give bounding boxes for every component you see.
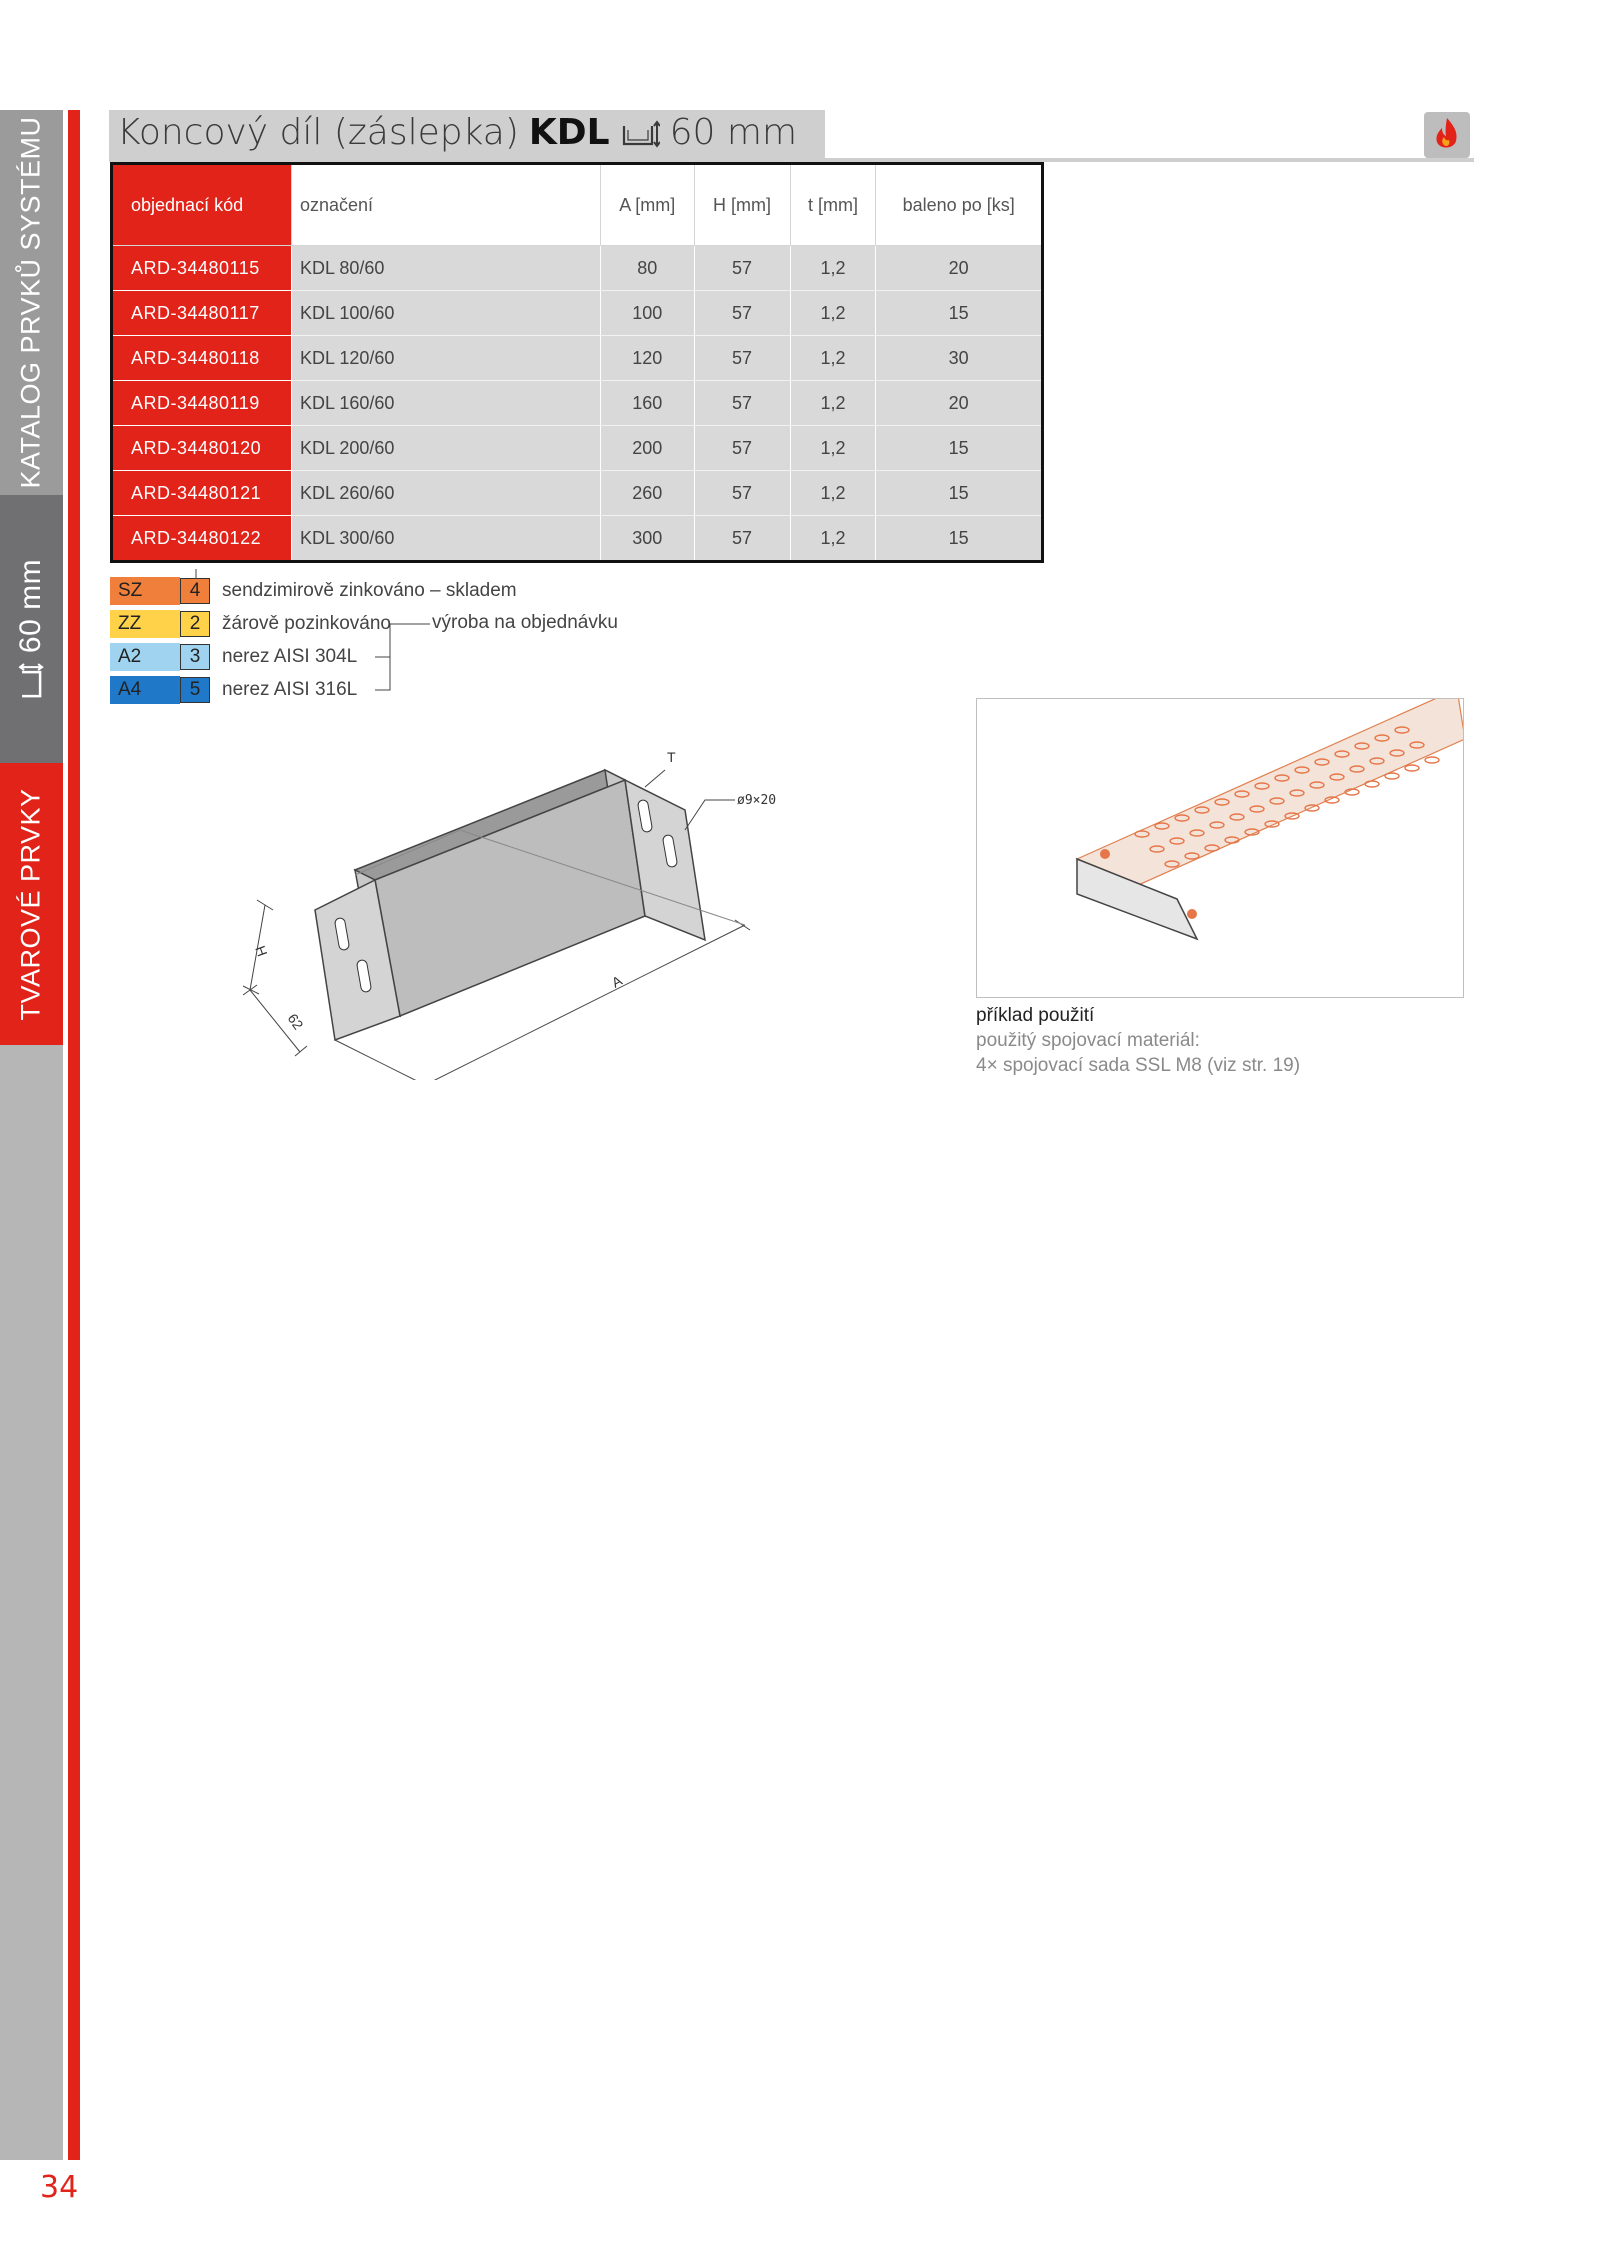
col-header-name: označení [292,164,601,246]
cell-name: KDL 120/60 [292,336,601,381]
cell-code: ARD-34480118 [112,336,292,381]
cell-t: 1,2 [790,516,876,562]
legend-number: 5 [180,677,210,703]
cell-t: 1,2 [790,336,876,381]
cell-pack: 15 [876,426,1043,471]
table-row [112,516,1043,562]
cell-pack: 15 [876,471,1043,516]
col-header-pack: baleno po [ks] [876,164,1043,246]
cell-a: 160 [601,381,695,426]
cell-h: 57 [694,471,790,516]
table-row [112,336,1043,381]
title-size: 60 mm [669,112,798,153]
legend-number: 4 [180,578,210,604]
table-row [112,246,1043,291]
sidebar-section-shaped-label: TVAROVÉ PRVKY [16,787,47,1021]
title-bar [109,110,1474,160]
cell-a: 300 [601,516,695,562]
cell-t: 1,2 [790,381,876,426]
cell-pack: 20 [876,246,1043,291]
cell-code: ARD-34480121 [112,471,292,516]
table-row [112,426,1043,471]
cell-code: ARD-34480122 [112,516,292,562]
cell-a: 120 [601,336,695,381]
cell-name: KDL 200/60 [292,426,601,471]
page-title [117,112,797,153]
cell-a: 200 [601,426,695,471]
title-code: KDL [528,112,610,153]
tray-profile-icon [19,663,45,699]
dim-label-h: H [252,943,271,959]
caption-kit: 4× spojovací sada SSL M8 (viz str. 19) [976,1055,1301,1076]
sidebar-section-catalog-label: KATALOG PRVKŮ SYSTÉMU [16,116,46,489]
cell-t: 1,2 [790,426,876,471]
fire-resistance-icon [1424,112,1470,158]
cell-h: 57 [694,246,790,291]
legend-desc: sendzimirově zinkováno – skladem [222,580,517,601]
legend-note: výroba na objednávku [432,612,618,633]
legend-code: ZZ [110,610,180,638]
table-row [112,291,1043,336]
legend-number: 3 [180,644,210,670]
cell-code: ARD-34480115 [112,246,292,291]
dim-label-t: T [667,749,676,765]
cell-t: 1,2 [790,246,876,291]
cell-code: ARD-34480117 [112,291,292,336]
usage-caption [976,1003,1300,1078]
col-header-t: t [mm] [790,164,876,246]
dim-label-62: 62 [284,1010,307,1033]
cell-t: 1,2 [790,471,876,516]
usage-example-image [976,698,1464,998]
cell-pack: 30 [876,336,1043,381]
product-table [110,162,1044,563]
sidebar-accent-line [68,110,80,2160]
cell-name: KDL 100/60 [292,291,601,336]
cell-pack: 15 [876,291,1043,336]
cell-name: KDL 300/60 [292,516,601,562]
caption-material: použitý spojovací materiál: [976,1030,1200,1051]
legend-bracket [110,577,530,717]
dim-label-a: A [608,972,625,991]
table-row [112,381,1043,426]
cell-code: ARD-34480120 [112,426,292,471]
cell-a: 260 [601,471,695,516]
cell-a: 80 [601,246,695,291]
col-header-a: A [mm] [601,164,695,246]
tray-profile-icon [620,118,660,148]
sidebar-section-catalog[interactable] [0,110,63,495]
legend-code: SZ [110,577,180,605]
cell-pack: 20 [876,381,1043,426]
cell-a: 100 [601,291,695,336]
table-row [112,471,1043,516]
technical-drawing [225,740,845,1080]
cell-h: 57 [694,381,790,426]
cell-h: 57 [694,516,790,562]
page-number: 34 [40,2170,79,2205]
table-header-row [112,164,1043,246]
dim-label-hole: ø9×20 [737,793,777,808]
cell-name: KDL 160/60 [292,381,601,426]
cell-name: KDL 260/60 [292,471,601,516]
sidebar-section-shaped[interactable] [0,763,63,1045]
cell-h: 57 [694,426,790,471]
legend-desc: nerez AISI 304L [222,646,358,667]
cell-h: 57 [694,336,790,381]
legend-code: A2 [110,643,180,671]
cell-code: ARD-34480119 [112,381,292,426]
cell-h: 57 [694,291,790,336]
cell-name: KDL 80/60 [292,246,601,291]
legend-code: A4 [110,676,180,704]
legend-desc: žárově pozinkováno [222,613,391,634]
col-header-code: objednací kód [112,164,292,246]
legend-number: 2 [180,611,210,637]
cell-t: 1,2 [790,291,876,336]
legend-desc: nerez AISI 316L [222,679,358,700]
col-header-h: H [mm] [694,164,790,246]
caption-title: příklad použití [976,1005,1095,1026]
sidebar-section-size-label: 60 mm [14,558,48,654]
title-prefix: Koncový díl (záslepka) [117,112,519,153]
cell-pack: 15 [876,516,1043,562]
sidebar-section-size[interactable] [0,495,63,763]
